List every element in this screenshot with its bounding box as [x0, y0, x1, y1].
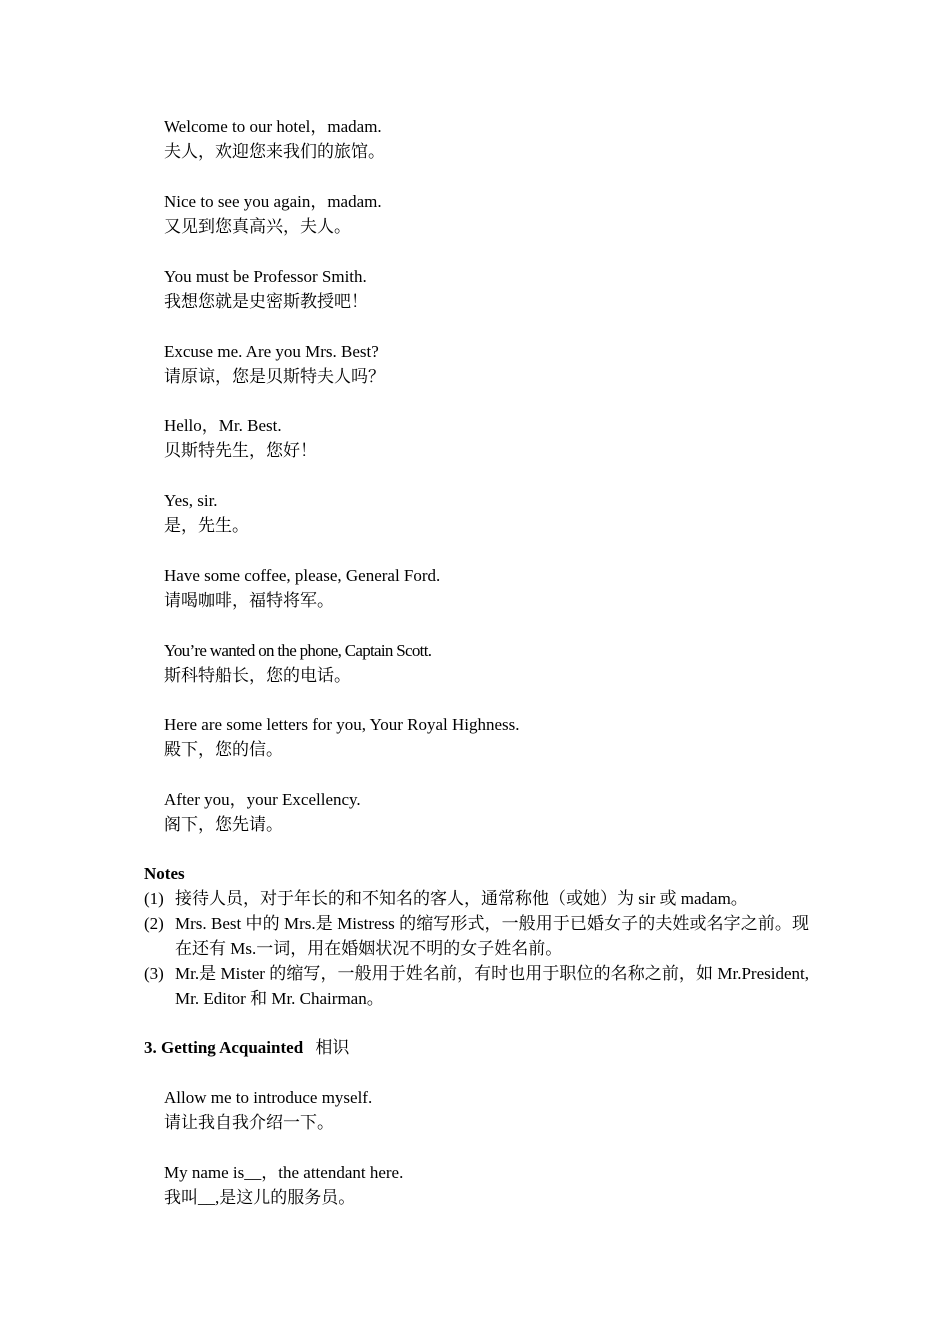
phrase-pair — [164, 1160, 864, 1210]
phrase-english: Here are some letters for you, Your Royal Highness. — [164, 715, 520, 734]
notes-heading: Notes — [144, 864, 185, 883]
note-text: Mr.是 Mister 的缩写，一般用于姓名前，有时也用于职位的名称之前，如 Mr.President, Mr. Editor 和 Mr. Chairman。 — [175, 964, 809, 1008]
note-text: 接待人员，对于年长的和不知名的客人，通常称他（或她）为 sir 或 madam。 — [175, 889, 748, 908]
phrase-english: After you，your Excellency. — [164, 790, 361, 809]
phrase-pair — [164, 488, 864, 538]
section-heading — [144, 1035, 349, 1060]
phrase-chinese: 请原谅，您是贝斯特夫人吗？ — [164, 367, 385, 386]
note-number: (2) — [144, 914, 164, 933]
phrase-english: Yes, sir. — [164, 491, 218, 510]
note-item — [144, 911, 809, 961]
phrase-english: Welcome to our hotel，madam. — [164, 117, 382, 136]
note-number: (3) — [144, 964, 164, 983]
phrase-chinese: 我想您就是史密斯教授吧！ — [164, 292, 368, 311]
phrase-chinese: 殿下，您的信。 — [164, 740, 283, 759]
phrase-pair — [164, 413, 864, 463]
phrase-pair — [164, 787, 864, 837]
phrase-pair — [164, 638, 864, 688]
phrase-chinese: 斯科特船长，您的电话。 — [164, 666, 351, 685]
phrase-english: Nice to see you again，madam. — [164, 192, 382, 211]
note-item — [144, 961, 809, 1011]
phrase-pair — [164, 114, 864, 164]
phrase-chinese: 是，先生。 — [164, 516, 249, 535]
phrase-chinese: 我叫__,是这儿的服务员。 — [164, 1188, 356, 1207]
section-heading-chinese: 相识 — [315, 1038, 350, 1057]
phrase-chinese: 阁下，您先请。 — [164, 815, 283, 834]
phrase-english: Hello，Mr. Best. — [164, 416, 282, 435]
phrase-chinese: 贝斯特先生，您好！ — [164, 441, 317, 460]
phrase-pair — [164, 1085, 864, 1135]
phrase-pair — [164, 712, 864, 762]
phrase-english: My name is__，the attendant here. — [164, 1163, 404, 1182]
phrase-pair — [164, 189, 864, 239]
phrase-pair — [164, 264, 864, 314]
phrase-english: Have some coffee, please, General Ford. — [164, 566, 441, 585]
note-text: Mrs. Best 中的 Mrs.是 Mistress 的缩写形式，一般用于已婚女子的夫姓或名字之前。现在还有 Ms.一词，用在婚姻状况不明的女子姓名前。 — [175, 914, 809, 958]
phrase-pair — [164, 339, 864, 389]
section-heading-english: 3. Getting Acquainted — [144, 1038, 304, 1057]
phrase-chinese: 夫人，欢迎您来我们的旅馆。 — [164, 142, 385, 161]
phrase-chinese: 请让我自我介绍一下。 — [164, 1113, 334, 1132]
phrase-english: You’re wanted on the phone, Captain Scott. — [164, 641, 432, 660]
phrase-chinese: 又见到您真高兴，夫人。 — [164, 217, 351, 236]
phrase-pair — [164, 563, 864, 613]
note-number: (1) — [144, 889, 164, 908]
phrase-chinese: 请喝咖啡，福特将军。 — [164, 591, 334, 610]
phrase-english: Excuse me. Are you Mrs. Best? — [164, 342, 379, 361]
phrase-english: Allow me to introduce myself. — [164, 1088, 373, 1107]
note-item — [144, 886, 809, 911]
phrase-english: You must be Professor Smith. — [164, 267, 367, 286]
